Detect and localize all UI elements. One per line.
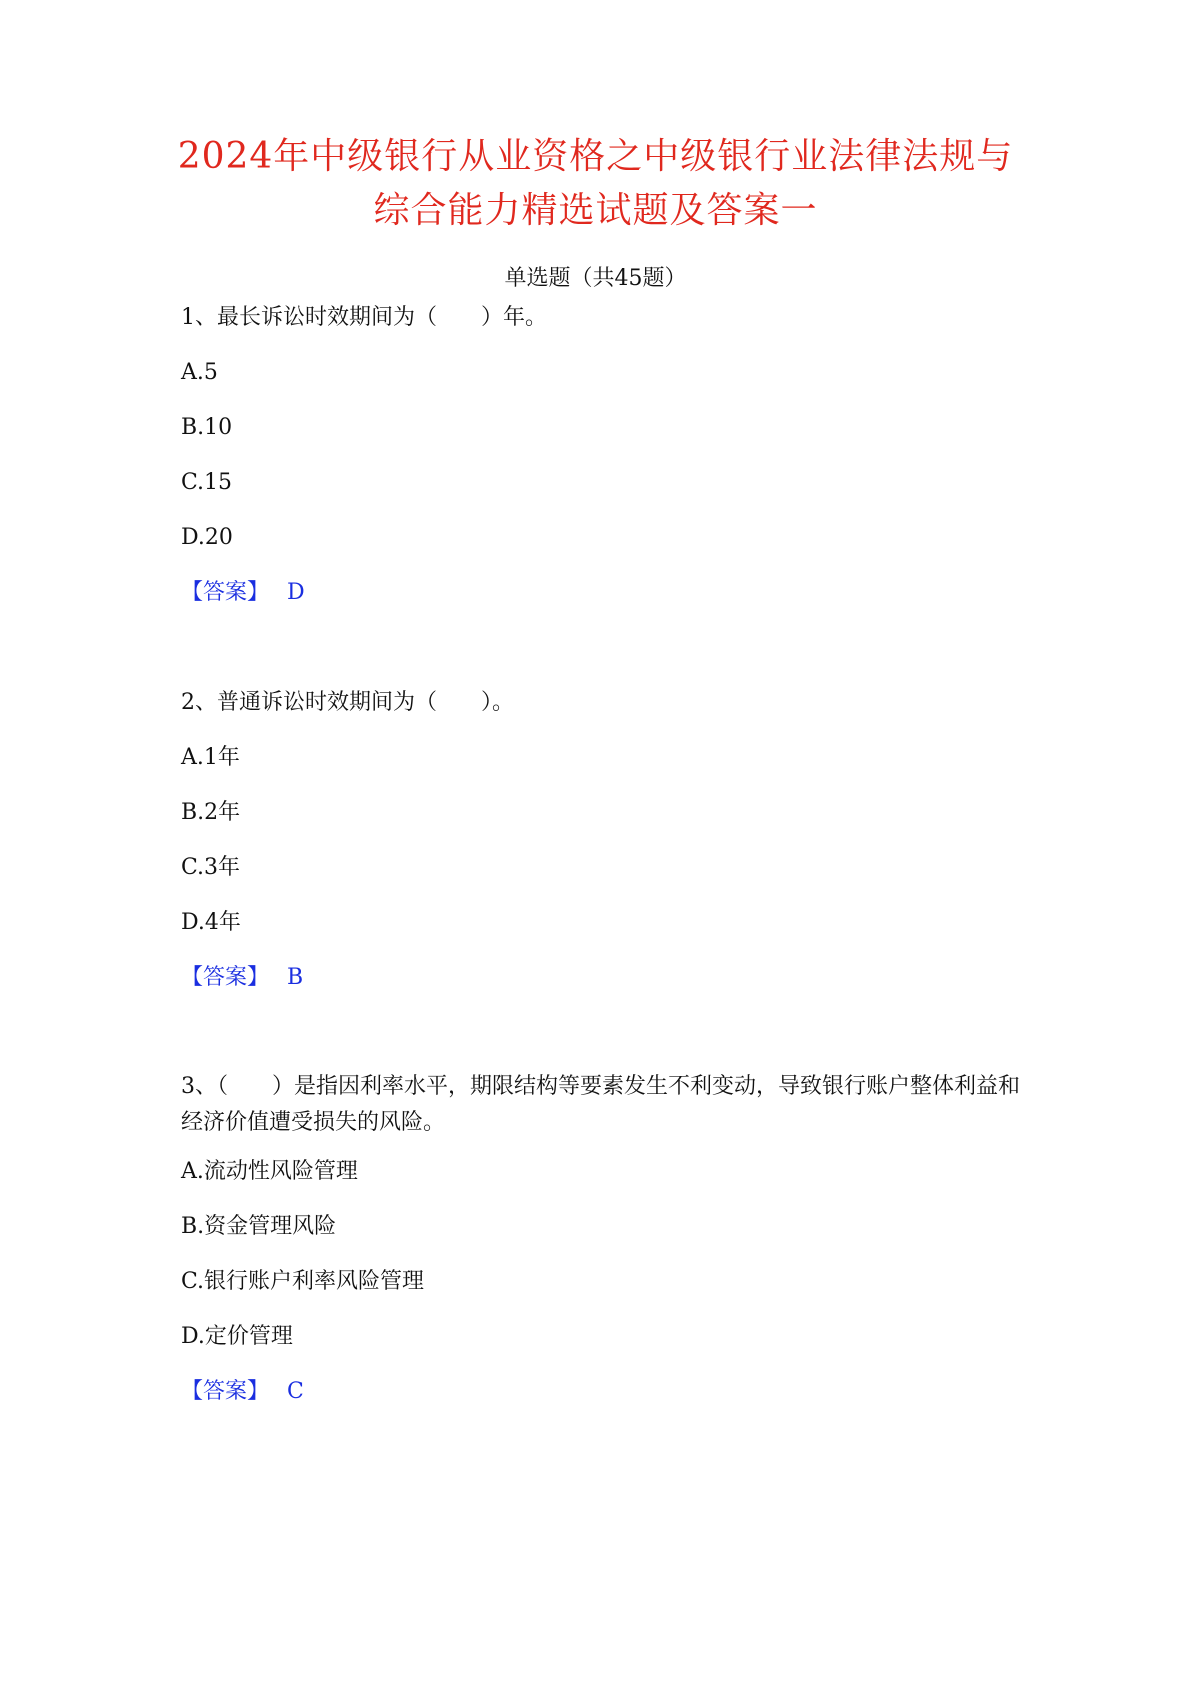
question-3-option-b: B.资金管理风险 [181, 1214, 337, 1239]
question-1-option-d: D.20 [181, 525, 233, 550]
answer-label: 【答案】 [181, 965, 270, 990]
question-3-option-c: C.银行账户利率风险管理 [181, 1269, 425, 1294]
question-3-option-d: D.定价管理 [181, 1324, 293, 1349]
section-header: 单选题（共45题） [504, 266, 687, 291]
question-2-option-d: D.4年 [181, 910, 241, 935]
question-3-stem: 3、（ ）是指因利率水平，期限结构等要素发生不利变动，导致银行账户整体利益和经济价值遭受损失的风险。 [181, 1074, 1020, 1135]
question-1-stem: 1、最长诉讼时效期间为（ ）年。 [181, 305, 547, 330]
answer-value: B [287, 965, 304, 990]
answer-value: D [287, 580, 305, 605]
answer-label: 【答案】 [181, 580, 270, 605]
question-2-option-c: C.3年 [181, 855, 241, 880]
question-2-option-a: A.1年 [181, 745, 240, 770]
question-3-answer [181, 1377, 304, 1407]
question-2-stem: 2、普通诉讼时效期间为（ ）。 [181, 690, 514, 715]
question-2-option-b: B.2年 [181, 800, 241, 825]
question-2-answer [181, 963, 303, 993]
answer-label: 【答案】 [181, 1379, 270, 1404]
answer-value: C [287, 1379, 304, 1404]
question-1-option-a: A.5 [181, 360, 218, 385]
question-3-option-a: A.流动性风险管理 [181, 1159, 358, 1184]
document-title-line-2: 综合能力精选试题及答案一 [373, 190, 818, 231]
question-1-option-b: B.10 [181, 415, 233, 440]
question-1-option-c: C.15 [181, 470, 233, 495]
document-title-line-1: 2024年中级银行从业资格之中级银行业法律法规与 [177, 136, 1014, 177]
question-1-answer [181, 578, 305, 608]
